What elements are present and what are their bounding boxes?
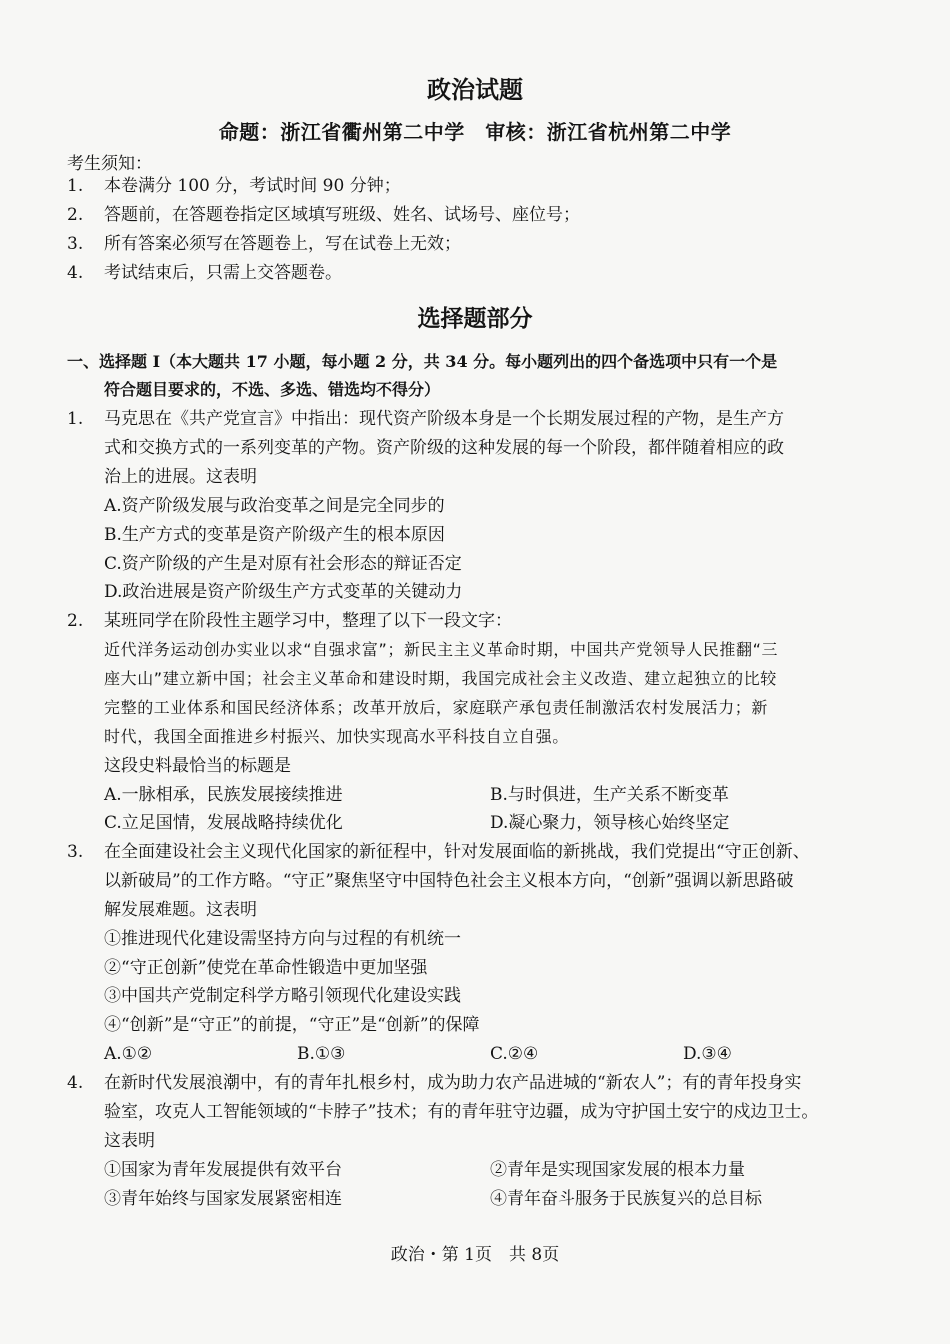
page-footer: 政治・第 1页 共 8页	[390, 1245, 560, 1265]
page-subtitle: 命题：浙江省衢州第二中学 审核：浙江省杭州第二中学	[218, 120, 732, 144]
material-line: 时代，我国全面推进乡村振兴、加快实现高水平科技自立自强。	[104, 727, 569, 746]
section-title: 选择题部分	[417, 305, 533, 332]
question-option: D.政治进展是资产阶级生产方式变革的关键动力	[104, 582, 463, 602]
question-stem-line: 马克思在《共产党宣言》中指出：现代资产阶级本身是一个长期发展过程的产物，是生产方	[104, 409, 784, 429]
notice-item-text: 所有答案必须写在答题卷上，写在试卷上无效；	[104, 234, 461, 254]
question-option: C.资产阶级的产生是对原有社会形态的辩证否定	[104, 554, 462, 574]
question-option: D.凝心聚力，领导核心始终坚定	[490, 813, 730, 833]
question-stem-line: 解发展难题。这表明	[104, 900, 257, 920]
question-statement: ②青年是实现国家发展的根本力量	[490, 1160, 745, 1180]
notice-item-number: 1.	[67, 176, 84, 196]
question-option: D.③④	[683, 1044, 732, 1064]
question-option: B.生产方式的变革是资产阶级产生的根本原因	[104, 525, 445, 545]
question-option: C.立足国情，发展战略持续优化	[104, 813, 343, 833]
notice-item-text: 答题前，在答题卷指定区域填写班级、姓名、试场号、座位号；	[104, 205, 580, 225]
question-number: 1.	[67, 409, 84, 429]
question-number: 4.	[67, 1073, 84, 1093]
question-stem-line: 验室，攻克人工智能领域的“卡脖子”技术；有的青年驻守边疆，成为守护国土安宁的戍边卫士。	[104, 1102, 819, 1122]
question-statement: ①推进现代化建设需坚持方向与过程的有机统一	[104, 929, 461, 949]
question-statement: ②“守正创新”使党在革命性锻造中更加坚强	[104, 958, 428, 978]
question-option: B.①③	[297, 1044, 346, 1064]
question-stem-line: 这段史料最恰当的标题是	[104, 756, 291, 776]
material-line: 完整的工业体系和国民经济体系；改革开放后，家庭联产承包责任制激活农村发展活力；新	[104, 698, 769, 717]
question-statement: ④“创新”是“守正”的前提，“守正”是“创新”的保障	[104, 1015, 480, 1035]
question-option: A.一脉相承，民族发展接续推进	[104, 785, 343, 805]
page-title: 政治试题	[427, 75, 523, 104]
question-stem-line: 在新时代发展浪潮中，有的青年扎根乡村，成为助力农产品进城的“新农人”；有的青年投身实	[104, 1073, 802, 1093]
question-number: 3.	[67, 842, 84, 862]
part-instructions-line1: 一、选择题 I（本大题共 17 小题，每小题 2 分，共 34 分。每小题列出的四个备选项中只有一个是	[67, 352, 778, 371]
question-option: A.①②	[104, 1044, 153, 1064]
question-statement: ③青年始终与国家发展紧密相连	[104, 1189, 342, 1209]
question-option: C.②④	[490, 1044, 539, 1064]
part-instructions-line2: 符合题目要求的，不选、多选、错选均不得分）	[104, 380, 441, 399]
question-number: 2.	[67, 611, 84, 631]
question-stem-line: 以新破局”的工作方略。“守正”聚焦坚守中国特色社会主义根本方向，“创新”强调以新思路破	[104, 871, 794, 891]
question-statement: ③中国共产党制定科学方略引领现代化建设实践	[104, 986, 461, 1006]
question-stem-line: 式和交换方式的一系列变革的产物。资产阶级的这种发展的每一个阶段，都伴随着相应的政	[104, 438, 784, 458]
material-line: 座大山”建立新中国；社会主义革命和建设时期，我国完成社会主义改造、建立起独立的比较	[104, 669, 777, 688]
notice-item-number: 4.	[67, 263, 84, 283]
question-statement: ①国家为青年发展提供有效平台	[104, 1160, 342, 1180]
question-intro: 某班同学在阶段性主题学习中，整理了以下一段文字：	[104, 611, 512, 631]
question-stem-line: 治上的进展。这表明	[104, 467, 257, 487]
question-option: B.与时俱进，生产关系不断变革	[490, 785, 729, 805]
question-stem-line: 这表明	[104, 1131, 155, 1151]
material-line: 近代洋务运动创办实业以求“自强求富”；新民主主义革命时期，中国共产党领导人民推翻“三	[104, 640, 779, 659]
notice-item-text: 考试结束后，只需上交答题卷。	[104, 263, 342, 283]
question-stem-line: 在全面建设社会主义现代化国家的新征程中，针对发展面临的新挑战，我们党提出“守正创新、	[104, 842, 810, 862]
question-statement: ④青年奋斗服务于民族复兴的总目标	[490, 1189, 762, 1209]
notice-item-text: 本卷满分 100 分，考试时间 90 分钟；	[104, 176, 401, 196]
notice-item-number: 2.	[67, 205, 84, 225]
notice-item-number: 3.	[67, 234, 84, 254]
notice-heading: 考生须知：	[67, 154, 152, 174]
question-option: A.资产阶级发展与政治变革之间是完全同步的	[104, 496, 445, 516]
